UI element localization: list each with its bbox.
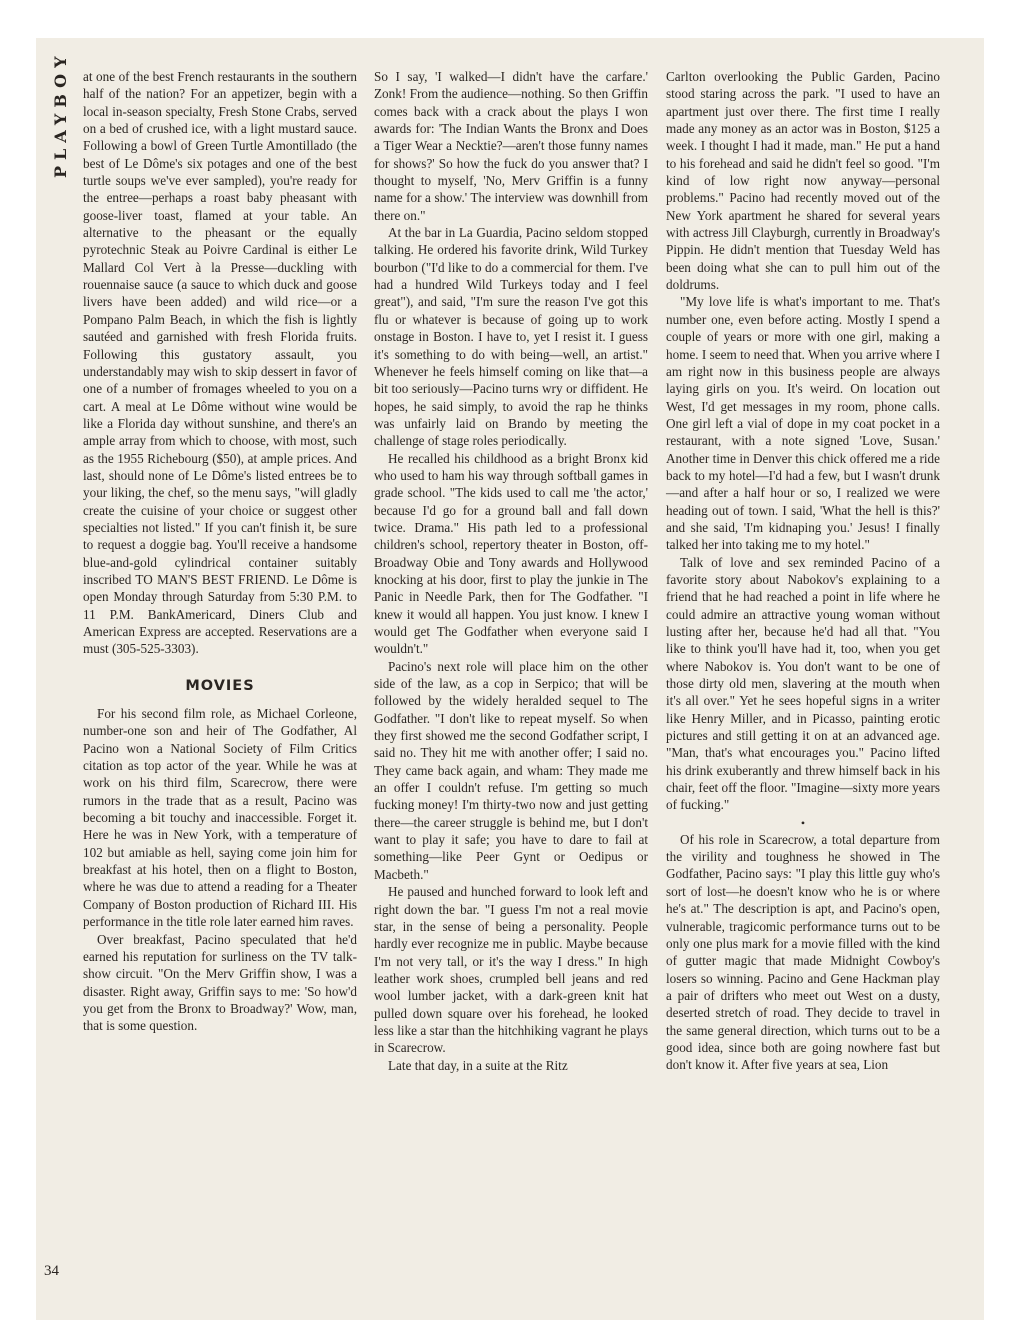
section-heading: MOVIES bbox=[185, 677, 255, 694]
column-1 bbox=[83, 68, 357, 1035]
paragraph: For his second film role, as Michael Corleone, number-one son and heir of The Godfather, Al Pacino won a National Society of Film Critics citation as top actor of the year. While he was at work on his third film, Scarecrow, there were rumors in the trade that as a result, Pacino was becoming a bit touchy and inaccessible. Forget it. Here he was in New York, with a temperature of 102 but amiable as hell, saying come join him for breakfast at his hotel, then on a flight to Boston, where he was due to attend a reading for a Theater Company of Boston production of Richard III. His performance in the title role later earned him raves. bbox=[83, 706, 357, 930]
paragraph: Late that day, in a suite at the Ritz bbox=[388, 1057, 568, 1073]
column-3 bbox=[666, 68, 940, 1074]
column-2 bbox=[374, 68, 648, 1074]
paragraph: At the bar in La Guardia, Pacino seldom stopped talking. He ordered his favorite drink, Wild Turkey bourbon ("I'd like to do a commercial for them. I've had a hundred Wild Turkeys today and I feel great"), and said, "I'm sure the reason I've got this flu or whatever is because of going up to work onstage in Boston. I have to, yet I resist it. I guess it's something to do with being—well, an artist." Whenever he feels himself coming on like that—a bit too seriously—Pacino turns wry or diffident. He hopes, he said simply, to avoid the rap he thinks was unfairly laid on Brando by meeting the challenge of stage roles periodically. bbox=[374, 225, 648, 449]
paragraph: He recalled his childhood as a bright Bronx kid who used to ham his way through softball games in grade school. "The kids used to call me 'the actor,' because I'd go for a ground ball and fall down twice. Drama." His path led to a professional children's school, repertory theater in Boston, off-Broadway Obie and Tony awards and Hollywood knocking at his door, first to play the junkie in The Panic in Needle Park, then for The Godfather. "I knew it would all happen. You just know. I knew I would get The Godfather when everyone said I wouldn't." bbox=[374, 450, 648, 657]
paragraph: Of his role in Scarecrow, a total departure from the virility and toughness he showed in The Godfather, Pacino says: "I play this little guy who's sort of lost—he doesn't know who he is or where he's at." The description is apt, and Pacino's open, vulnerable, tragicomic performance turns out to be only one plus mark for a movie filled with the kind of gutter magic that made Midnight Cowboy's losers so winning. Pacino and Gene Hackman play a pair of drifters who meet out West on a dusty, deserted stretch of road. They decide to travel in the same general direction, which turns out to be a good idea, since both are going nowhere fast but don't know it. After five years at sea, Lion bbox=[666, 831, 940, 1073]
page-number: 34 bbox=[44, 1263, 59, 1279]
section-separator: • bbox=[800, 815, 806, 830]
masthead-text: PLAYBOY bbox=[51, 50, 70, 178]
paragraph: Pacino's next role will place him on the other side of the law, as a cop in Serpico; that will be followed by the widely heralded sequel to The Godfather. "I don't like to repeat myself. So when they first showed me the second Godfather script, I said no. They hit me with another offer; I said no. They came back again, and wham: They made me an offer I couldn't refuse. I'm getting so much fucking money! I'm thirty-two now and just getting there—the career struggle is behind me, but I don't want to play it safe; you have to dare to fail at something—like Peer Gynt or Oedipus or Macbeth." bbox=[374, 658, 648, 882]
paragraph: He paused and hunched forward to look left and right down the bar. "I guess I'm not a real movie star, in the sense of being a personality. People hardly ever recognize me in public. Maybe because I'm not very tall, or it's the way I dress." In high leather work shoes, crumpled bell jeans and red wool lumber jacket, with a dark-green knit hat pulled down square over his forehead, he looked less like a star than the hitchhiking vagrant he plays in Scarecrow. bbox=[374, 884, 648, 1056]
paragraph: Carlton overlooking the Public Garden, Pacino stood staring across the park. "I used to have an apartment just over there. The first time I really made any money as an actor was in Boston, $125 a week. I thought I had it made, man." He put a hand to his forehead and said he didn't feel so good. "I'm kind of low right now anyway—personal problems." Pacino had recently moved out of the New York apartment he shared for several years with actress Jill Clayburgh, currently in Broadway's Pippin. He didn't mention that Tuesday Weld has been doing what she can to pull him out of the doldrums. bbox=[666, 69, 940, 293]
paragraph: Talk of love and sex reminded Pacino of a favorite story about Nabokov's explaining to a friend that he had reached a point in life where he could admire an attractive young woman without lusting after her, because he'd had all that. "You like to think you'll have had it, too, when you get where Nabokov is. You don't want to be one of those dirty old men, slavering at the mouth when it's all over." Yet he sees hopeful signs in a writer like Henry Miller, and in Picasso, painting erotic pictures and still getting it on at an advanced age. "Man, that's what encourages you." Pacino lifted his drink exuberantly and threw himself back in his chair, feet off the floor. "Imagine—sixty more years of fucking." bbox=[666, 554, 940, 813]
paragraph: at one of the best French restaurants in the southern half of the nation? For an appetizer, begin with a local in-season specialty, Fresh Stone Crabs, served on a bed of crushed ice, with a light mustard sauce. Following a bowl of Green Turtle Amontillado (the best of Le Dôme's six potages and one of the best turtle soups we've ever sampled), you're ready for the entree—perhaps a roast baby pheasant with goose-liver toast, flamed at your table. An alternative to the pheasant or the equally pyrotechnic Steak au Poivre Cardinal is either Le Mallard Col Vert à la Presse—duckling with rouennaise sauce (a sauce to which duck and goose livers have been added) and wild rice—or a Pompano Palm Beach, in which the fish is lightly sautéed and garnished with fresh Florida fruits. Following this gustatory assault, you understandably may wish to skip dessert in favor of one of a number of fromages wheeled to you on a cart. A meal at Le Dôme without wine would be like a Florida day without sunshine, and there's an ample array from which to choose, with most, such as the 1955 Richebourg ($50), at ample prices. And last, should none of Le Dôme's listed entrees be to your liking, the chef, so the menu says, "will gladly create the cuisine of your choice or suggest other specialties not listed." If you can't finish it, be sure to request a doggie bag. You'll receive a handsome blue-and-gold cylindrical container suitably inscribed TO MAN'S BEST FRIEND. Le Dôme is open Monday through Saturday from 5:30 P.M. to 11 P.M. BankAmericard, Diners Club and American Express are accepted. Reservations are a must (305-525-3303). bbox=[83, 69, 357, 657]
magazine-masthead bbox=[45, 50, 75, 184]
paragraph: So I say, 'I walked—I didn't have the carfare.' Zonk! From the audience—nothing. So then Griffin comes back with a crack about the plays I won awards for: 'The Indian Wants the Bronx and Does a Tiger Wear a Necktie?—aren't those funny names for shows?' So how the fuck do you answer that? I thought to myself, 'No, Merv Griffin is a funny name for a show.' The interview was downhill from there on." bbox=[374, 69, 648, 223]
paragraph: Over breakfast, Pacino speculated that he'd earned his reputation for surliness on the TV talk-show circuit. "On the Merv Griffin show, I was a disaster. Right away, Griffin says to me: 'So how'd you get from the Bronx to Broadway?' Wow, man, that is some question. bbox=[83, 931, 357, 1034]
paragraph: "My love life is what's important to me. That's number one, even before acting. Mostly I spend a couple of years or more with one girl, making a home. I seem to need that. When you arrive where I am right now in this business people are always laying girls on you. It's weird. On location out West, I'd get messages in my room, phone calls. One girl left a vial of dope in my coat pocket in a restaurant, with a note signed 'Love, Susan.' Another time in Denver this chick offered me a ride back to my hotel—I'd had a few, but I wasn't drunk—and after a half hour or so, I realized we were heading out of town. I said, 'What the hell is this?' and she said, 'I'm kidnaping you.' Jesus! I finally talked her into taking me to my hotel." bbox=[666, 294, 940, 553]
